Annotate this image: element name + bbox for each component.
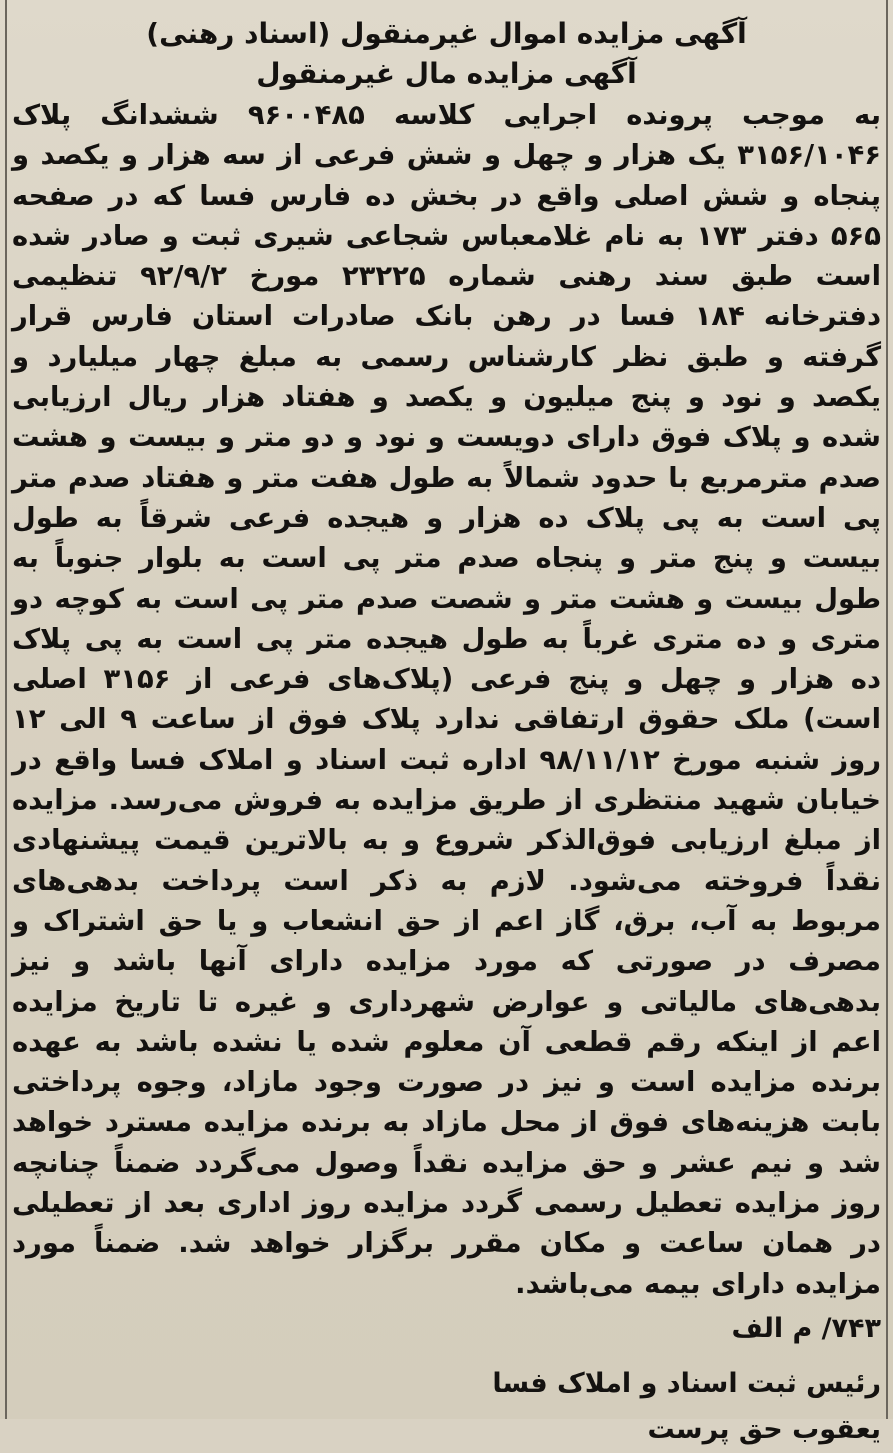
left-border-line [5, 0, 7, 1419]
notice-body: به موجب پرونده اجرایی کلاسه ۹۶۰۰۴۸۵ ششدانگ پلاک ۳۱۵۶/۱۰۴۶ یک هزار و چهل و شش فرعی از سه هزار و یکصد و پنجاه و شش اصلی واقع در بخش ده فارس فسا که در صفحه ۵۶۵ دفتر ۱۷۳ به نام غلامعباس شجاعی شیری ثبت و صادر شده است طبق سند رهنی شماره ۲۳۲۲۵ مورخ ۹۲/۹/۲ تنظیمی دفترخانه ۱۸۴ فسا در رهن بانک صادرات استان فارس قرار گرفته و طبق نظر کارشناس رسمی به مبلغ چهار میلیارد و یکصد و نود و پنج میلیون و یکصد و هفتاد هزار ریال ارزیابی شده و پلاک فوق دارای دویست و نود و دو متر و بیست و هشت صدم مترمربع با حدود شمالاً به طول هفت متر و هفتاد صدم متر پی است به پی پلاک ده هزار و هیجده فرعی شرقاً به طول بیست و پنج متر و پنجاه صدم متر پی است به بلوار جنوباً به طول بیست و هشت متر و شصت صدم متر پی است به کوچه دو متری و ده متری غرباً به طول هیجده متر پی است به پی پلاک ده هزار و چهل و پنج فرعی (پلاک‌های فرعی از ۳۱۵۶ اصلی است) ملک حقوق ارتفاقی ندارد پلاک فوق از ساعت ۹ الی ۱۲ روز شنبه مورخ ۹۸/۱۱/۱۲ اداره ثبت اسناد و املاک فسا واقع در خیابان شهید منتظری از طریق مزایده به فروش می‌رسد. مزایده از مبلغ ارزیابی فوق‌الذکر شروع و به بالاترین قیمت پیشنهادی نقداً فروخته می‌شود. لازم به ذکر است پرداخت بدهی‌های مربوط به آب، برق، گاز اعم از حق انشعاب و یا حق اشتراک و مصرف در صورتی که مورد مزایده دارای آنها باشد و نیز بدهی‌های مالیاتی و عوارض شهرداری و غیره تا تاریخ مزایده اعم از اینکه رقم قطعی آن معلوم شده یا نشده باشد به عهده برنده مزایده است و نیز در صورت وجود مازاد، وجوه پرداختی بابت هزینه‌های فوق از محل مازاد به برنده مزایده مسترد خواهد شد و نیم عشر و حق مزایده نقداً وصول می‌گردد ضمناً چنانچه روز مزایده تعطیل رسمی گردد مزایده روز اداری بعد از تعطیلی در همان ساعت و مکان مقرر برگزار خواهد شد. ضمناً مورد مزایده دارای بیمه می‌باشد. [12, 100, 881, 1300]
notice-subtitle: آگهی مزایده مال غیرمنقول [256, 57, 637, 90]
reference-number: ۷۴۳/ م الف [731, 1312, 881, 1344]
signer-name: یعقوب حق پرست [647, 1413, 881, 1445]
signature-block [12, 1361, 881, 1453]
signer-title: رئیس ثبت اسناد و املاک فسا [492, 1367, 881, 1399]
right-border-line [886, 0, 888, 1419]
notice-title: آگهی مزایده اموال غیرمنقول (اسناد رهنی) [146, 17, 747, 50]
